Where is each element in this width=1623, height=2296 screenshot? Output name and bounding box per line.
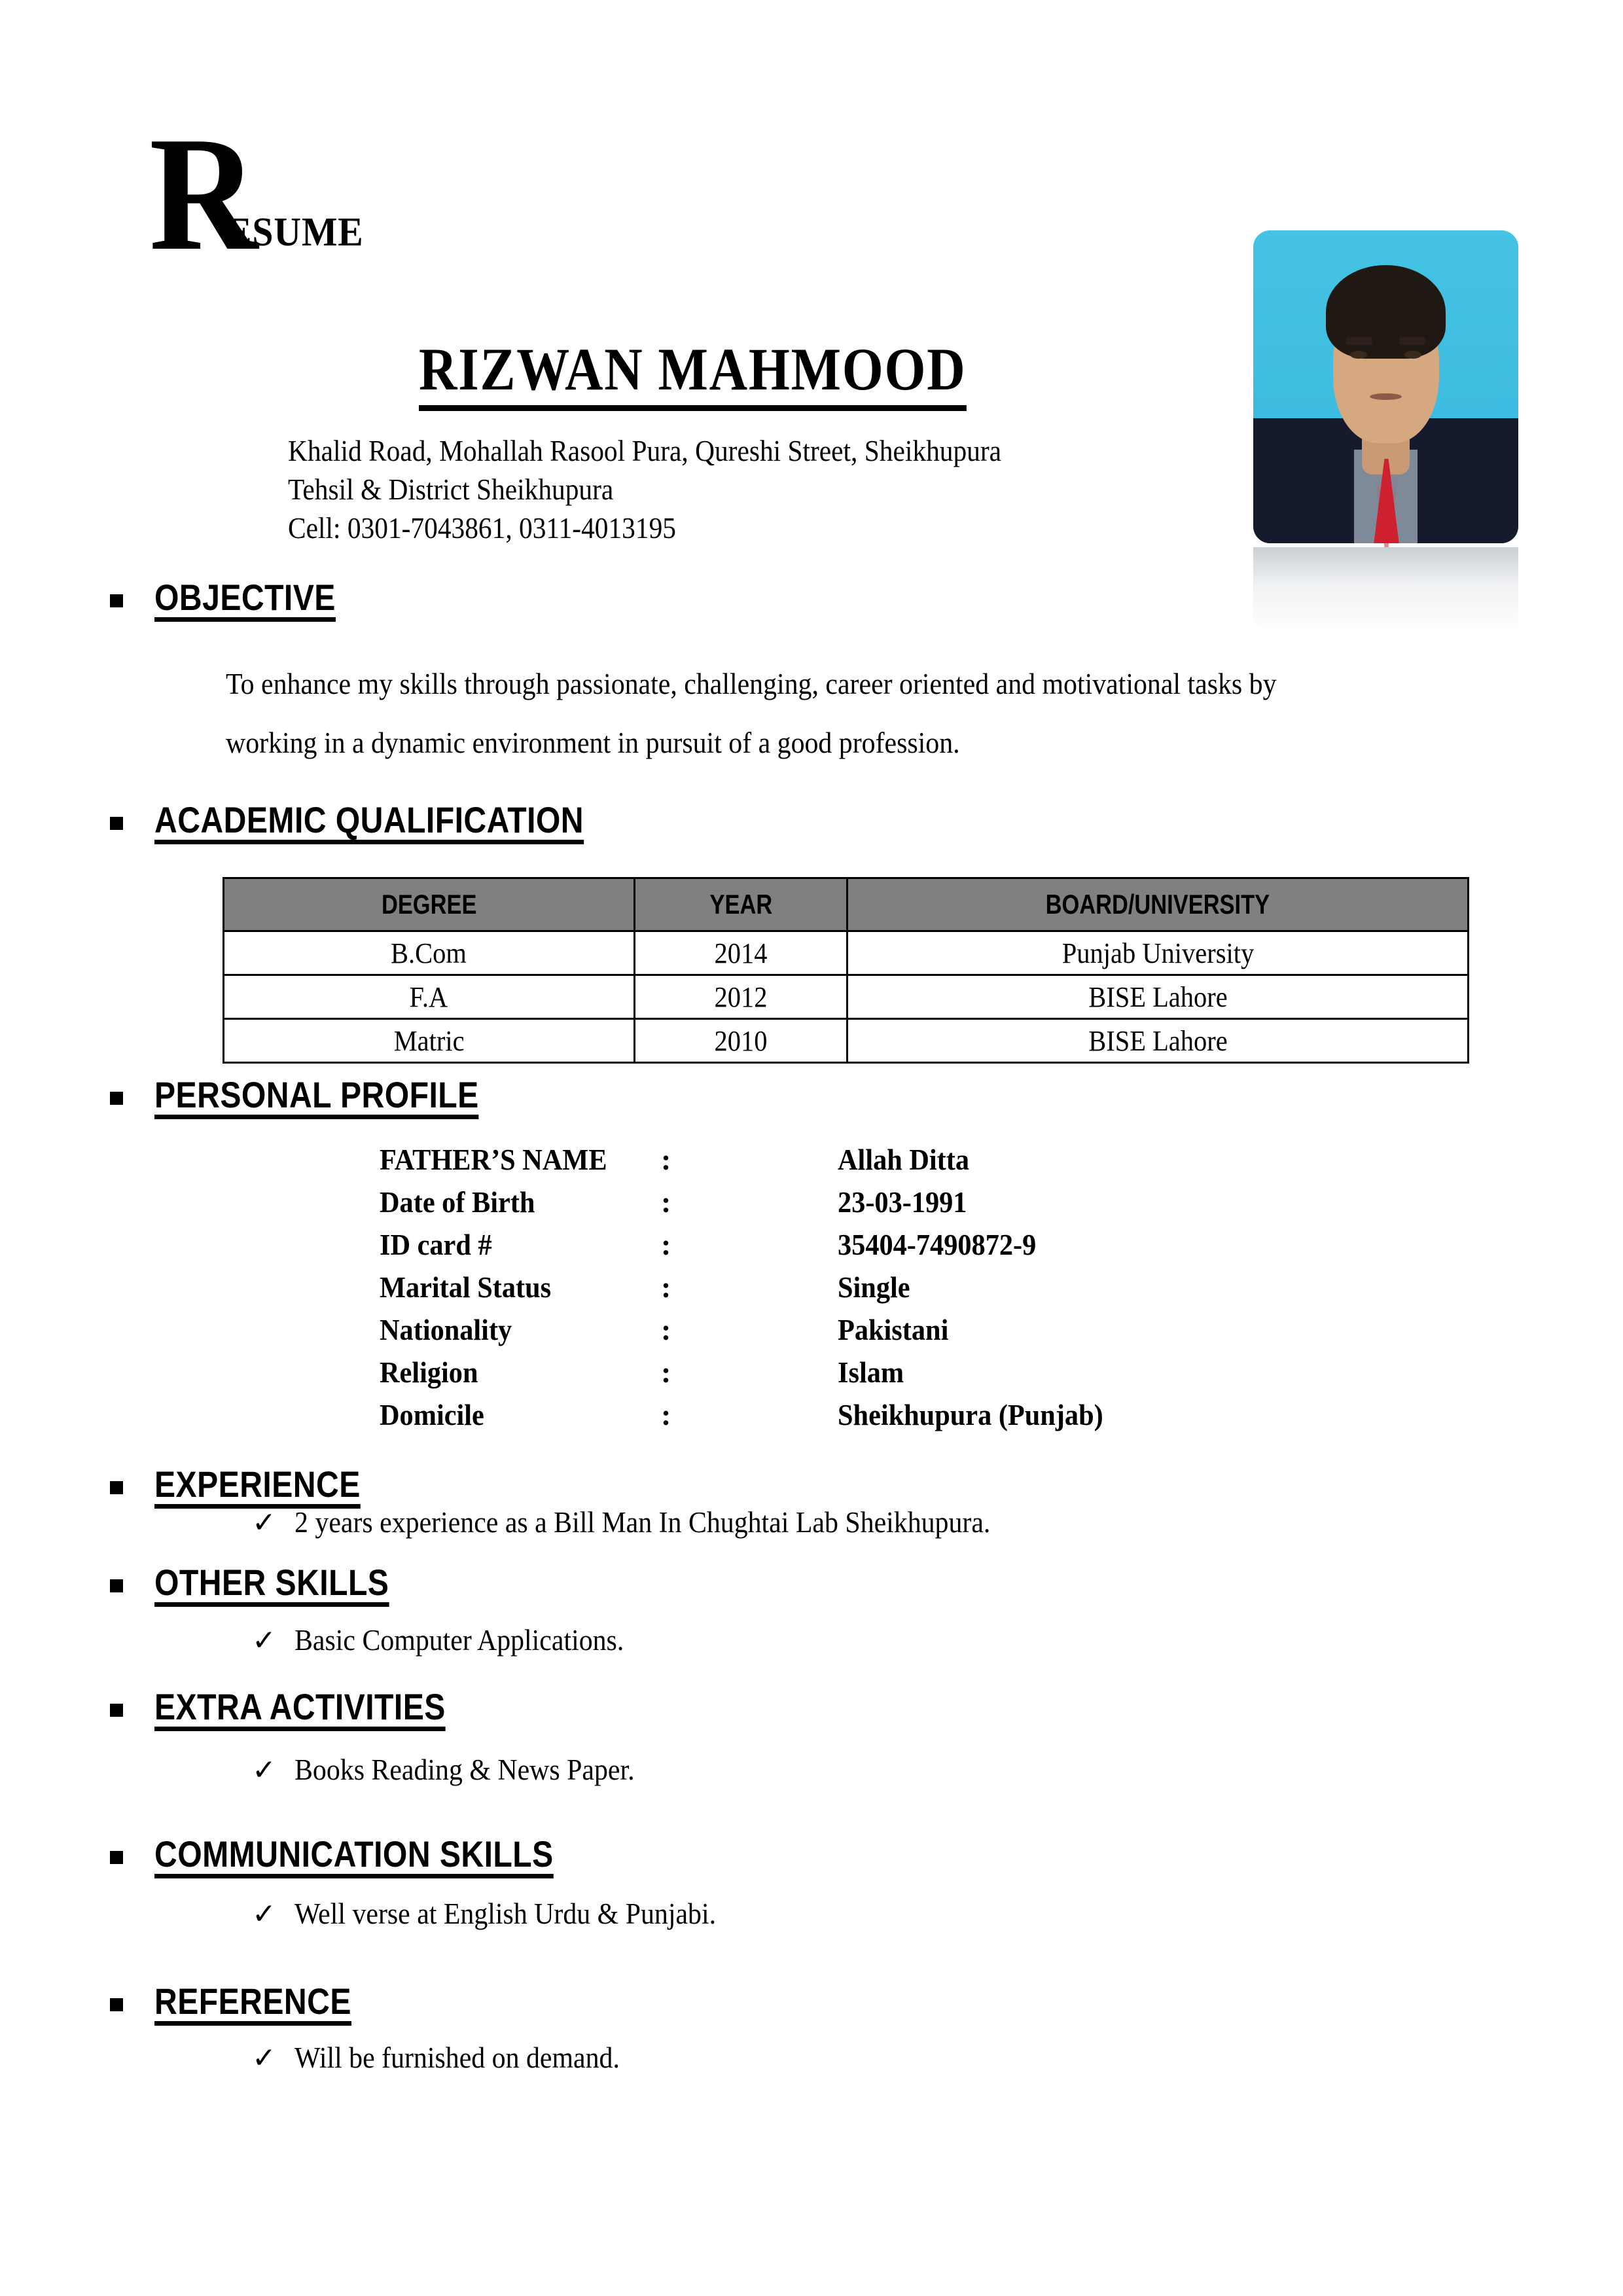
table-row [224, 1019, 1469, 1063]
section-title-objective: OBJECTIVE [154, 579, 336, 622]
profile-row [380, 1355, 1126, 1397]
cell-board: BISE Lahore [847, 1019, 1469, 1063]
profile-separator: : [661, 1228, 671, 1261]
resume-title [149, 103, 607, 296]
cell-degree: B.Com [224, 931, 635, 975]
cell-year: 2012 [634, 975, 847, 1019]
photo-eyebrow-left [1346, 337, 1373, 345]
objective-text: To enhance my skills through passionate, challenging, career oriented and motivational tasks by working in a dynamic environment in pursuit of a good profession. [226, 668, 1277, 759]
profile-row [380, 1142, 1126, 1185]
experience-item-text: 2 years experience as a Bill Man In Chughtai Lab Sheikhupura. [294, 1506, 991, 1539]
section-heading-personal-profile [110, 1074, 531, 1119]
resume-title-rest: ESUME [226, 210, 364, 255]
profile-label: FATHER’S NAME [380, 1143, 607, 1176]
personal-profile-list [380, 1142, 1126, 1440]
square-bullet-icon [110, 817, 123, 830]
address-line-3: Cell: 0301-7043861, 0311-4013195 [288, 511, 676, 545]
profile-label: Religion [380, 1355, 478, 1389]
section-heading-academic [110, 799, 654, 844]
photo-reflection [1253, 547, 1518, 632]
profile-separator: : [661, 1143, 671, 1176]
profile-value: Sheikhupura (Punjab) [838, 1398, 1103, 1431]
reference-item-text: Will be furnished on demand. [294, 2041, 620, 2074]
address-line-2: Tehsil & District Sheikhupura [288, 472, 614, 506]
profile-photo [1253, 230, 1518, 543]
profile-row [380, 1185, 1126, 1227]
profile-label: Marital Status [380, 1270, 552, 1304]
section-heading-extra-activities [110, 1686, 493, 1731]
list-item [252, 1623, 649, 1657]
section-title-experience: EXPERIENCE [154, 1466, 361, 1509]
profile-label: Nationality [380, 1313, 512, 1346]
table-header-row [224, 878, 1469, 931]
section-heading-communication-skills [110, 1833, 618, 1878]
check-bullet-icon: ✓ [252, 1897, 276, 1931]
profile-value: Single [838, 1270, 910, 1304]
other-skills-item-text: Basic Computer Applications. [294, 1624, 624, 1657]
table-header-year: YEAR [634, 878, 847, 931]
profile-separator: : [661, 1270, 671, 1304]
cell-board: BISE Lahore [847, 975, 1469, 1019]
square-bullet-icon [110, 1998, 123, 2011]
cell-board: Punjab University [847, 931, 1469, 975]
photo-hair [1326, 265, 1445, 359]
table-row [224, 931, 1469, 975]
section-heading-objective [110, 579, 365, 622]
profile-separator: : [661, 1355, 671, 1389]
section-title-reference: REFERENCE [154, 1983, 351, 2026]
cell-year: 2010 [634, 1019, 847, 1063]
table-row [224, 975, 1469, 1019]
photo-mouth [1370, 393, 1402, 401]
profile-value: Pakistani [838, 1313, 949, 1346]
cell-degree: F.A [224, 975, 635, 1019]
address-line-1: Khalid Road, Mohallah Rasool Pura, Qureshi Street, Sheikhupura [288, 434, 1002, 467]
check-bullet-icon: ✓ [252, 1506, 276, 1539]
contact-address [288, 432, 1001, 548]
list-item [252, 2041, 644, 2075]
square-bullet-icon [110, 594, 123, 607]
profile-row [380, 1227, 1126, 1270]
list-item [252, 1897, 747, 1931]
table-header-board: BOARD/UNIVERSITY [847, 878, 1469, 931]
list-item [252, 1505, 1043, 1539]
photo-eyebrow-right [1399, 337, 1426, 345]
section-heading-reference [110, 1983, 383, 2026]
profile-label: Date of Birth [380, 1185, 535, 1219]
resume-dropcap-letter: R [149, 103, 253, 285]
profile-value: 35404-7490872-9 [838, 1228, 1037, 1261]
section-title-academic: ACADEMIC QUALIFICATION [154, 802, 584, 844]
profile-label: ID card # [380, 1228, 492, 1261]
square-bullet-icon [110, 1092, 123, 1105]
academic-table [223, 877, 1469, 1064]
square-bullet-icon [110, 1481, 123, 1494]
extra-activities-item-text: Books Reading & News Paper. [294, 1753, 635, 1786]
section-title-other-skills: OTHER SKILLS [154, 1564, 389, 1607]
profile-separator: : [661, 1313, 671, 1346]
check-bullet-icon: ✓ [252, 1624, 276, 1657]
profile-value: Islam [838, 1355, 904, 1389]
profile-label: Domicile [380, 1398, 484, 1431]
profile-value: Allah Ditta [838, 1143, 970, 1176]
square-bullet-icon [110, 1704, 123, 1717]
square-bullet-icon [110, 1579, 123, 1592]
candidate-name: RIZWAN MAHMOOD [419, 338, 966, 411]
profile-row [380, 1397, 1126, 1440]
profile-separator: : [661, 1185, 671, 1219]
square-bullet-icon [110, 1851, 123, 1864]
section-title-personal-profile: PERSONAL PROFILE [154, 1077, 479, 1119]
list-item [252, 1753, 660, 1787]
table-header-degree: DEGREE [224, 878, 635, 931]
profile-row [380, 1270, 1126, 1312]
check-bullet-icon: ✓ [252, 2041, 276, 2075]
profile-row [380, 1312, 1126, 1355]
section-heading-experience [110, 1463, 394, 1509]
communication-skills-item-text: Well verse at English Urdu & Punjabi. [294, 1897, 716, 1930]
profile-separator: : [661, 1398, 671, 1431]
cell-year: 2014 [634, 931, 847, 975]
cell-degree: Matric [224, 1019, 635, 1063]
section-title-extra-activities: EXTRA ACTIVITIES [154, 1689, 446, 1731]
profile-value: 23-03-1991 [838, 1185, 967, 1219]
check-bullet-icon: ✓ [252, 1753, 276, 1787]
section-title-communication-skills: COMMUNICATION SKILLS [154, 1836, 554, 1878]
section-heading-other-skills [110, 1564, 427, 1607]
